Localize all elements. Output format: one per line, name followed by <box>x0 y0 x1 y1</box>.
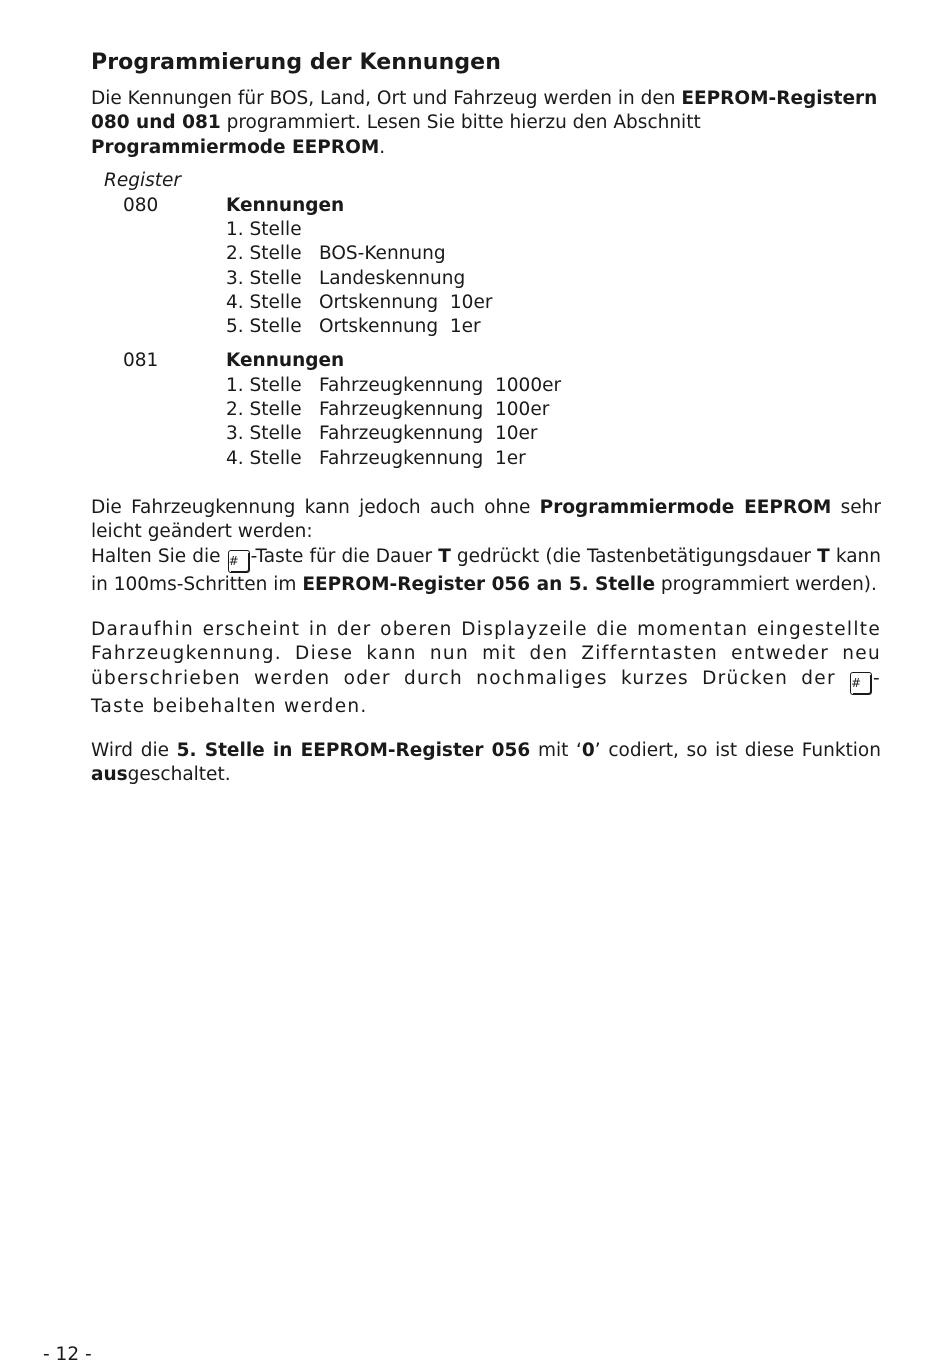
paragraph-display <box>91 618 881 719</box>
register-row <box>226 375 561 399</box>
row-position: 2. Stelle <box>226 243 302 264</box>
register-row <box>226 399 549 423</box>
register-title-081: Kennungen <box>226 350 345 371</box>
register-number-081: 081 <box>123 350 159 371</box>
para5-bold-zero: 0 <box>581 740 595 761</box>
paragraph-hold-key <box>91 545 881 597</box>
row-label: Fahrzeugkennung 1er <box>319 448 526 469</box>
para5-text-1: Wird die <box>91 740 177 761</box>
para3-text-2: -Taste für die Dauer <box>250 546 439 567</box>
intro-bold-registers: EEPROM-Registern 080 und 081 <box>91 88 878 134</box>
para4-text-1: Daraufhin erscheint in der oberen Displayzeile die momentan eingestellte Fahrzeugkennung. Diese kann nun mit den Zifferntasten entweder neu überschrieben werden oder durch nochmaliges kurzes Drücken der <box>91 619 881 689</box>
para3-text-3: gedrückt (die Tastenbetätigungsdauer <box>450 546 818 567</box>
page-title: Programmierung der Kennungen <box>91 50 501 75</box>
row-label: Fahrzeugkennung 100er <box>319 399 550 420</box>
register-row <box>226 292 492 316</box>
para3-bold-register: EEPROM-Register 056 an 5. Stelle <box>302 574 656 595</box>
para5-text-2: mit ‘ <box>530 740 582 761</box>
intro-text-1: Die Kennungen für BOS, Land, Ort und Fahrzeug werden in den <box>91 88 682 109</box>
register-row <box>226 423 538 447</box>
row-position: 1. Stelle <box>226 219 302 240</box>
intro-bold-mode: Programmiermode EEPROM <box>91 136 380 158</box>
row-label: Ortskennung 10er <box>319 292 493 313</box>
row-position: 1. Stelle <box>226 375 302 396</box>
row-label: BOS-Kennung <box>319 243 446 264</box>
para2-text-2: sehr leicht geändert werden: <box>91 497 881 543</box>
para3-text-1: Halten Sie die <box>91 546 227 567</box>
row-position: 2. Stelle <box>226 399 302 420</box>
para3-text-4: kann in 100ms-Schritten im <box>91 546 881 595</box>
para3-bold-t: T <box>438 546 451 567</box>
register-row <box>226 268 465 292</box>
para2-bold-mode: Programmiermode EEPROM <box>539 497 832 518</box>
para5-bold-register: 5. Stelle in EEPROM-Register 056 <box>176 740 531 761</box>
row-label: Fahrzeugkennung 1000er <box>319 375 562 396</box>
register-title-080: Kennungen <box>226 195 345 216</box>
page-number: - 12 - <box>43 1344 92 1365</box>
intro-text-2: programmiert. Lesen Sie bitte hierzu den Abschnitt <box>220 112 701 134</box>
register-row <box>226 219 319 243</box>
paragraph-disable <box>91 739 881 788</box>
hash-key-icon: # <box>850 672 872 695</box>
row-label: Fahrzeugkennung 10er <box>319 423 538 444</box>
row-label: Ortskennung 1er <box>319 316 481 337</box>
para4-text-2: -Taste beibehalten werden. <box>91 667 881 717</box>
row-position: 4. Stelle <box>226 448 302 469</box>
para3-bold-t2: T <box>817 546 830 567</box>
para5-text-4: geschaltet. <box>127 764 231 786</box>
para5-bold-aus: aus <box>91 764 128 786</box>
para2-text-1: Die Fahrzeugkennung kann jedoch auch ohne <box>91 497 540 518</box>
hash-key-icon: # <box>228 550 250 573</box>
register-caption: Register <box>104 170 181 191</box>
row-label: Landeskennung <box>319 268 466 289</box>
register-row <box>226 448 526 472</box>
register-row <box>226 243 446 267</box>
row-position: 3. Stelle <box>226 268 302 289</box>
register-number-080: 080 <box>123 195 159 216</box>
register-row <box>226 316 481 340</box>
intro-text-3: . <box>379 136 386 158</box>
para5-text-3: ’ codiert, so ist diese Funktion <box>594 740 881 761</box>
para3-text-5: programmiert werden). <box>655 574 877 595</box>
paragraph-change-id <box>91 496 881 545</box>
row-position: 3. Stelle <box>226 423 302 444</box>
row-position: 4. Stelle <box>226 292 302 313</box>
row-position: 5. Stelle <box>226 316 302 337</box>
intro-paragraph <box>91 87 881 160</box>
